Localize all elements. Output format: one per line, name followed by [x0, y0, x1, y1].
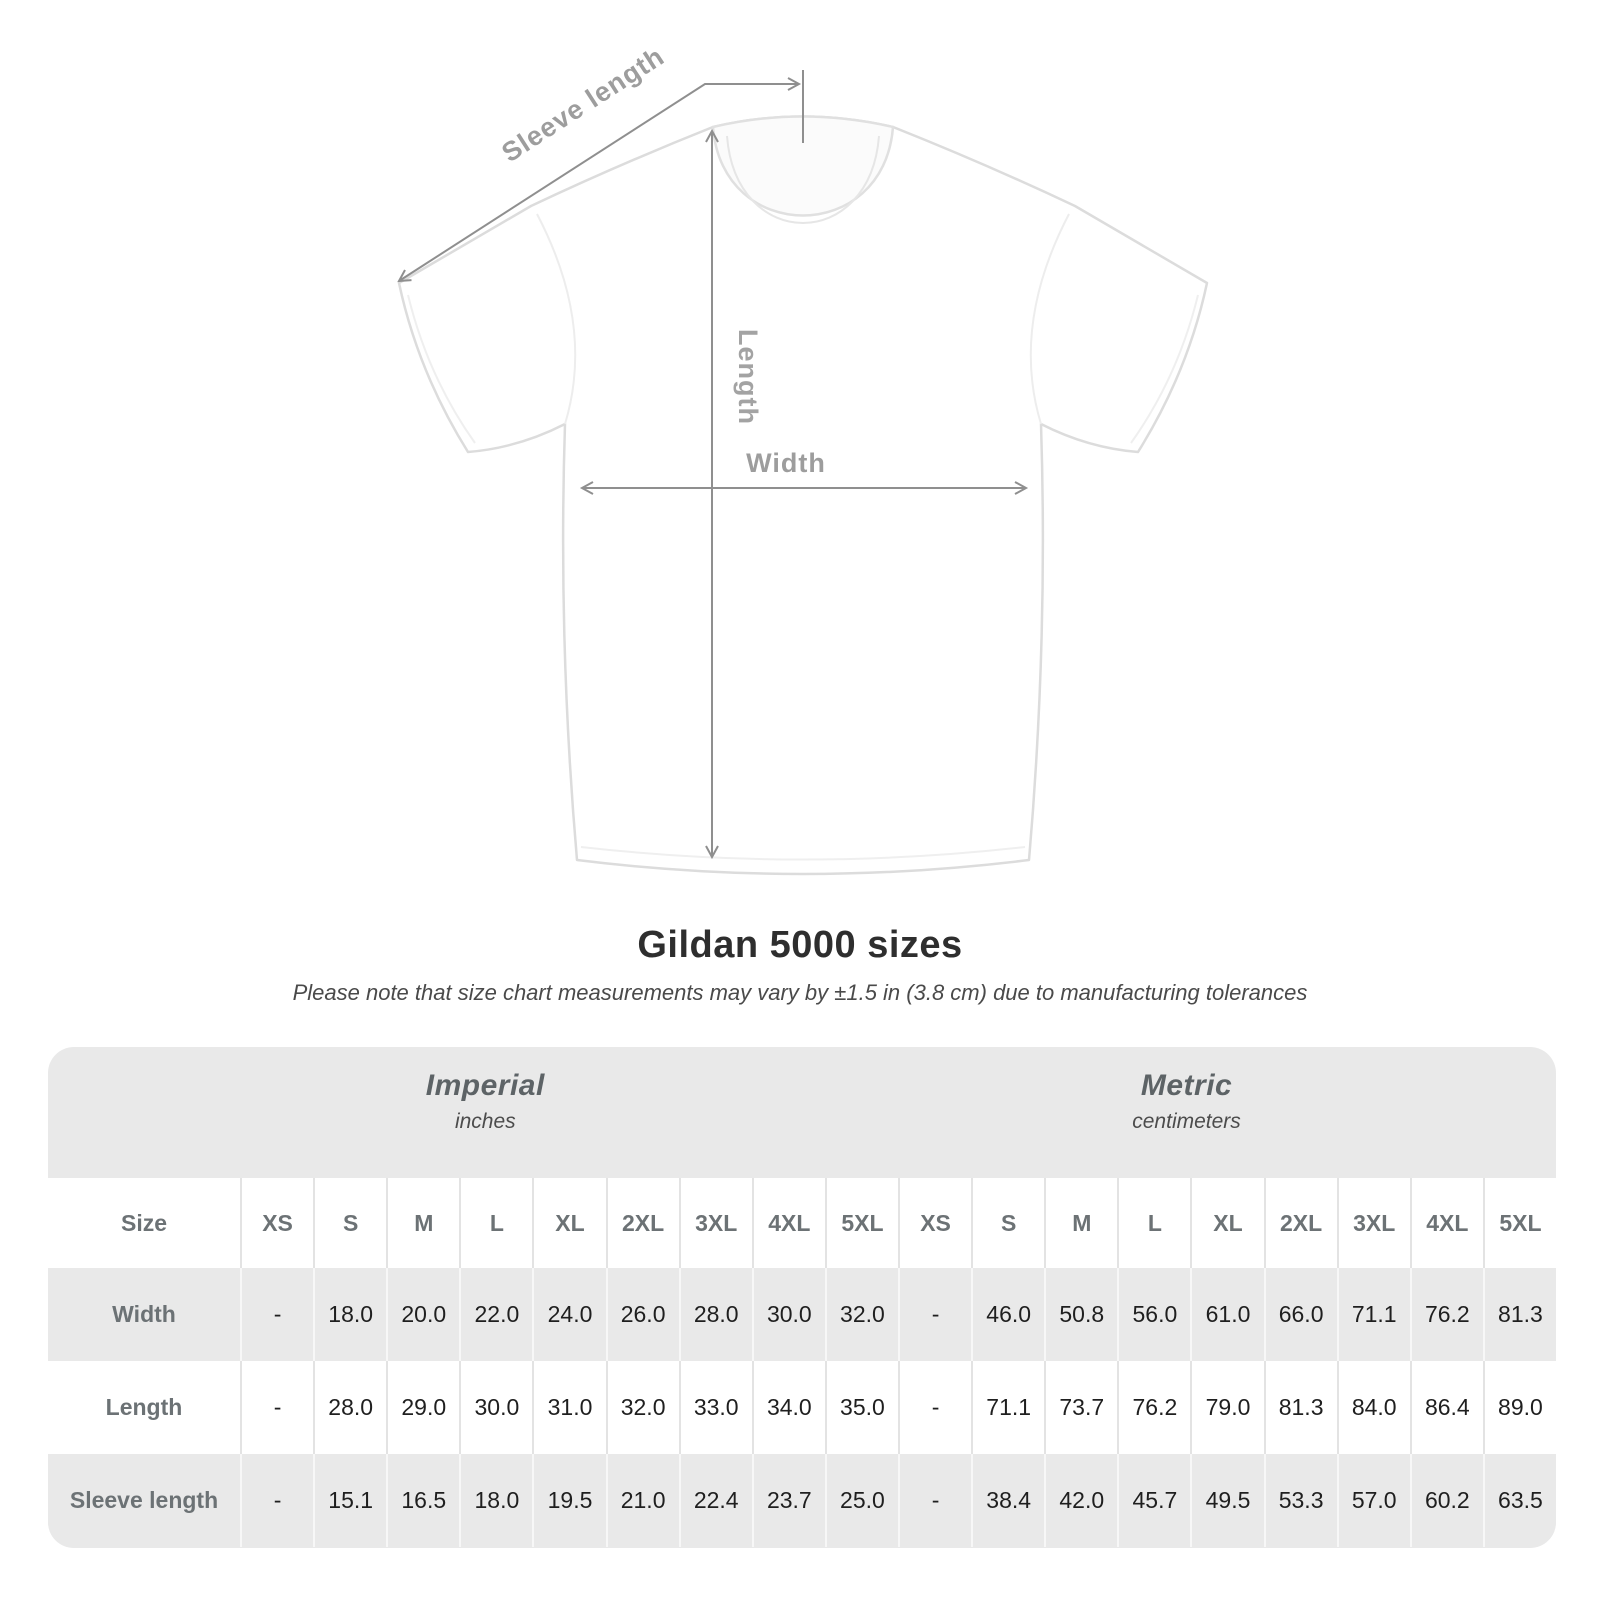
size-header-cell: 2XL	[606, 1178, 679, 1268]
length-label: Length	[733, 329, 763, 425]
size-chart-card	[48, 1047, 1556, 1548]
value-cell: 81.3	[1264, 1361, 1337, 1454]
value-cell: -	[898, 1361, 971, 1454]
measure-label: Sleeve length	[69, 1487, 219, 1513]
title-block	[0, 924, 1600, 1006]
size-header-cell: 4XL	[752, 1178, 825, 1268]
page-title: Gildan 5000 sizes	[637, 924, 963, 966]
value-cell: 49.5	[1190, 1454, 1263, 1547]
value-cell: -	[240, 1361, 313, 1454]
measure-row	[48, 1268, 1556, 1361]
value-cell: 30.0	[459, 1361, 532, 1454]
value-cell: 30.0	[752, 1268, 825, 1361]
value-cell: 18.0	[313, 1268, 386, 1361]
unit-group-imperial	[426, 1069, 545, 1134]
value-cell: 29.0	[386, 1361, 459, 1454]
value-cell: 76.2	[1410, 1268, 1483, 1361]
value-cell: 71.1	[971, 1361, 1044, 1454]
unit-band	[48, 1047, 1556, 1178]
tolerance-note: Please note that size chart measurements may vary by ±1.5 in (3.8 cm) due to manufacturing tolerances	[292, 980, 1308, 1005]
width-label: Width	[746, 448, 826, 478]
value-cell: 42.0	[1044, 1454, 1117, 1547]
measure-label: Length	[105, 1394, 183, 1420]
value-cell: 19.5	[532, 1454, 605, 1547]
size-header-cell: XS	[240, 1178, 313, 1268]
value-cell: 81.3	[1483, 1268, 1556, 1361]
measure-label: Width	[112, 1301, 176, 1327]
value-cell: 32.0	[606, 1361, 679, 1454]
value-cell: 28.0	[679, 1268, 752, 1361]
value-cell: 84.0	[1337, 1361, 1410, 1454]
unit-group-metric	[1132, 1069, 1241, 1134]
value-cell: 32.0	[825, 1268, 898, 1361]
value-cell: 63.5	[1483, 1454, 1556, 1547]
value-cell: 53.3	[1264, 1454, 1337, 1547]
size-header-cell: S	[313, 1178, 386, 1268]
value-cell: 71.1	[1337, 1268, 1410, 1361]
value-cell: 28.0	[313, 1361, 386, 1454]
value-cell: 60.2	[1410, 1454, 1483, 1547]
size-header-cell: XL	[532, 1178, 605, 1268]
metric-label: Metric	[1140, 1069, 1233, 1102]
value-cell: 26.0	[606, 1268, 679, 1361]
value-cell: 15.1	[313, 1454, 386, 1547]
value-cell: -	[898, 1454, 971, 1547]
size-header-cell: 3XL	[679, 1178, 752, 1268]
size-header-cell: 3XL	[1337, 1178, 1410, 1268]
value-cell: 25.0	[825, 1454, 898, 1547]
value-cell: 31.0	[532, 1361, 605, 1454]
tshirt-graphic	[399, 117, 1207, 875]
value-cell: 23.7	[752, 1454, 825, 1547]
value-cell: 34.0	[752, 1361, 825, 1454]
value-cell: 46.0	[971, 1268, 1044, 1361]
value-cell: 33.0	[679, 1361, 752, 1454]
value-cell: 50.8	[1044, 1268, 1117, 1361]
value-cell: 35.0	[825, 1361, 898, 1454]
value-cell: 22.4	[679, 1454, 752, 1547]
imperial-unit: inches	[454, 1110, 516, 1133]
value-cell: 56.0	[1117, 1268, 1190, 1361]
value-cell: 57.0	[1337, 1454, 1410, 1547]
size-header-cell: 5XL	[825, 1178, 898, 1268]
metric-unit: centimeters	[1132, 1110, 1241, 1133]
value-cell: 22.0	[459, 1268, 532, 1361]
value-cell: 89.0	[1483, 1361, 1556, 1454]
value-cell: 79.0	[1190, 1361, 1263, 1454]
size-header-cell: S	[971, 1178, 1044, 1268]
size-table-rows	[48, 1178, 1556, 1547]
imperial-label: Imperial	[425, 1069, 545, 1102]
value-cell: 73.7	[1044, 1361, 1117, 1454]
value-cell: 45.7	[1117, 1454, 1190, 1547]
value-cell: 61.0	[1190, 1268, 1263, 1361]
value-cell: -	[240, 1268, 313, 1361]
size-header-cell: L	[459, 1178, 532, 1268]
value-cell: 86.4	[1410, 1361, 1483, 1454]
size-column-header: Size	[120, 1209, 168, 1236]
value-cell: 16.5	[386, 1454, 459, 1547]
tshirt-outline	[399, 117, 1207, 875]
size-header-cell: M	[1044, 1178, 1117, 1268]
sleeve-length-label: Sleeve length	[496, 40, 670, 168]
value-cell: 21.0	[606, 1454, 679, 1547]
value-cell: 18.0	[459, 1454, 532, 1547]
size-header-cell: XS	[898, 1178, 971, 1268]
value-cell: 76.2	[1117, 1361, 1190, 1454]
value-cell: 24.0	[532, 1268, 605, 1361]
size-header-cell: 5XL	[1483, 1178, 1556, 1268]
size-header-cell: M	[386, 1178, 459, 1268]
size-header-cell: 2XL	[1264, 1178, 1337, 1268]
value-cell: 20.0	[386, 1268, 459, 1361]
value-cell: -	[240, 1454, 313, 1547]
measure-row	[48, 1454, 1556, 1547]
size-header-row	[48, 1178, 1556, 1268]
value-cell: 38.4	[971, 1454, 1044, 1547]
size-header-cell: 4XL	[1410, 1178, 1483, 1268]
value-cell: 66.0	[1264, 1268, 1337, 1361]
size-header-cell: XL	[1190, 1178, 1263, 1268]
size-header-cell: L	[1117, 1178, 1190, 1268]
value-cell: -	[898, 1268, 971, 1361]
measure-row	[48, 1361, 1556, 1454]
